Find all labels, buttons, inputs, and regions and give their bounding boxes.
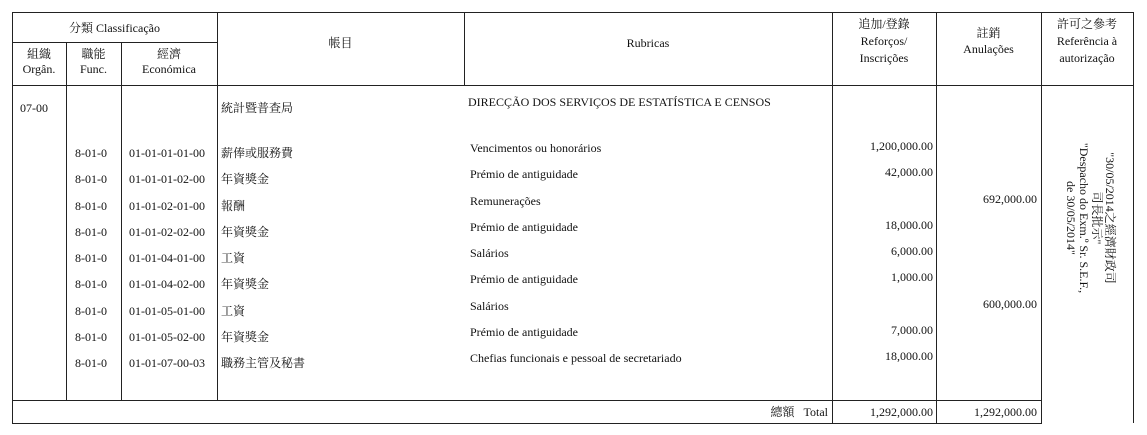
header-classification: 分類 Classificação: [69, 21, 160, 35]
header-func-pt: Func.: [80, 62, 107, 76]
department-organ-code: 07-00: [20, 101, 48, 115]
account-zh: 薪俸或服務費: [221, 146, 294, 160]
account-zh: 年資獎金: [221, 225, 270, 239]
reforco-value: 1,200,000.00: [870, 139, 933, 153]
func-code: 8-01-0: [75, 277, 107, 291]
col-line-func: [121, 42, 122, 400]
rubrica-pt: Prémio de antiguidade: [470, 167, 578, 181]
authorization-line: "30/05/2014之經濟財政司: [1103, 152, 1117, 284]
rubrica-pt: Salários: [470, 299, 509, 313]
col-line-account: [464, 12, 465, 86]
reforco-value: 7,000.00: [891, 323, 933, 337]
func-code: 8-01-0: [75, 146, 107, 160]
econ-code: 01-01-05-01-00: [129, 304, 205, 318]
anulacao-value: 600,000.00: [983, 297, 1037, 311]
econ-code: 01-01-02-02-00: [129, 225, 205, 239]
header-rubricas: Rubricas: [626, 36, 670, 50]
reforco-value: 6,000.00: [891, 244, 933, 258]
total-reforcos: 1,292,000.00: [870, 405, 933, 419]
header-econ-pt: Económica: [142, 62, 196, 76]
account-zh: 年資獎金: [221, 172, 270, 186]
account-zh: 年資獎金: [221, 277, 270, 291]
anulacao-value: 692,000.00: [983, 192, 1037, 206]
rubrica-pt: Prémio de antiguidade: [470, 325, 578, 339]
func-code: 8-01-0: [75, 251, 107, 265]
func-code: 8-01-0: [75, 225, 107, 239]
reforco-value: 1,000.00: [891, 270, 933, 284]
rubrica-pt: Prémio de antiguidade: [470, 272, 578, 286]
rubrica-pt: Salários: [470, 246, 509, 260]
econ-code: 01-01-05-02-00: [129, 330, 205, 344]
econ-code: 01-01-01-02-00: [129, 172, 205, 186]
col-line-organ: [66, 42, 67, 400]
header-ref-pt2: autorização: [1059, 51, 1115, 65]
authorization-text: [1064, 143, 1116, 293]
table-bottom-border: [12, 423, 1042, 424]
func-code: 8-01-0: [75, 172, 107, 186]
header-func-zh: 職能: [81, 47, 106, 61]
department-name-pt: DIRECÇÃO DOS SERVIÇOS DE ESTATÍSTICA E CENSOS: [468, 95, 771, 109]
authorization-reference: [1046, 142, 1134, 294]
col-line-econ: [217, 12, 218, 400]
rubrica-pt: Vencimentos ou honorários: [470, 141, 602, 155]
account-zh: 工資: [221, 304, 246, 318]
header-ref-zh: 許可之參考: [1056, 17, 1117, 31]
rubrica-pt: Prémio de antiguidade: [470, 220, 578, 234]
header-account-zh: 帳目: [328, 36, 353, 50]
econ-code: 01-01-02-01-00: [129, 199, 205, 213]
func-code: 8-01-0: [75, 330, 107, 344]
func-code: 8-01-0: [75, 304, 107, 318]
econ-code: 01-01-01-01-00: [129, 146, 205, 160]
header-ref-pt1: Referência à: [1056, 34, 1118, 48]
func-code: 8-01-0: [75, 356, 107, 370]
rubrica-pt: Chefias funcionais e pessoal de secretariado: [470, 351, 682, 365]
authorization-line: "Despacho do Exm.º Sr. S.E.F.,: [1077, 142, 1091, 294]
header-bottom-border: [12, 85, 1134, 86]
econ-code: 01-01-04-01-00: [129, 251, 205, 265]
header-reforcos-zh: 追加/登錄: [858, 17, 910, 31]
header-anulacoes-pt: Anulações: [963, 42, 1014, 56]
reforco-value: 18,000.00: [885, 349, 933, 363]
department-name-zh: 統計暨普查局: [221, 101, 294, 115]
account-zh: 報酬: [221, 199, 246, 213]
total-label: 總額 Total: [770, 405, 828, 419]
account-zh: 年資獎金: [221, 330, 270, 344]
header-organ-zh: 組織: [26, 47, 51, 61]
total-top-border: [12, 400, 1042, 401]
col-line-anulacoes: [1041, 12, 1042, 424]
authorization-line: 司長批示": [1090, 191, 1104, 245]
classification-divider: [12, 42, 217, 43]
header-organ-pt: Orgân.: [22, 62, 56, 76]
func-code: 8-01-0: [75, 199, 107, 213]
header-econ-zh: 經濟: [156, 47, 181, 61]
table-top-border: [12, 12, 1134, 13]
total-anulacoes: 1,292,000.00: [974, 405, 1037, 419]
reforco-value: 18,000.00: [885, 218, 933, 232]
rubrica-pt: Remunerações: [470, 194, 541, 208]
header-anulacoes-zh: 註銷: [976, 26, 1001, 40]
header-reforcos-pt1: Reforços/: [860, 34, 908, 48]
reforco-value: 42,000.00: [885, 165, 933, 179]
header-reforcos-pt2: Inscrições: [859, 51, 909, 65]
authorization-line: de 30/05/2014": [1064, 181, 1078, 255]
col-line-reforcos: [936, 12, 937, 424]
account-zh: 職務主管及秘書: [221, 356, 306, 370]
econ-code: 01-01-04-02-00: [129, 277, 205, 291]
econ-code: 01-01-07-00-03: [129, 356, 205, 370]
col-line-rubricas: [832, 12, 833, 424]
account-zh: 工資: [221, 251, 246, 265]
